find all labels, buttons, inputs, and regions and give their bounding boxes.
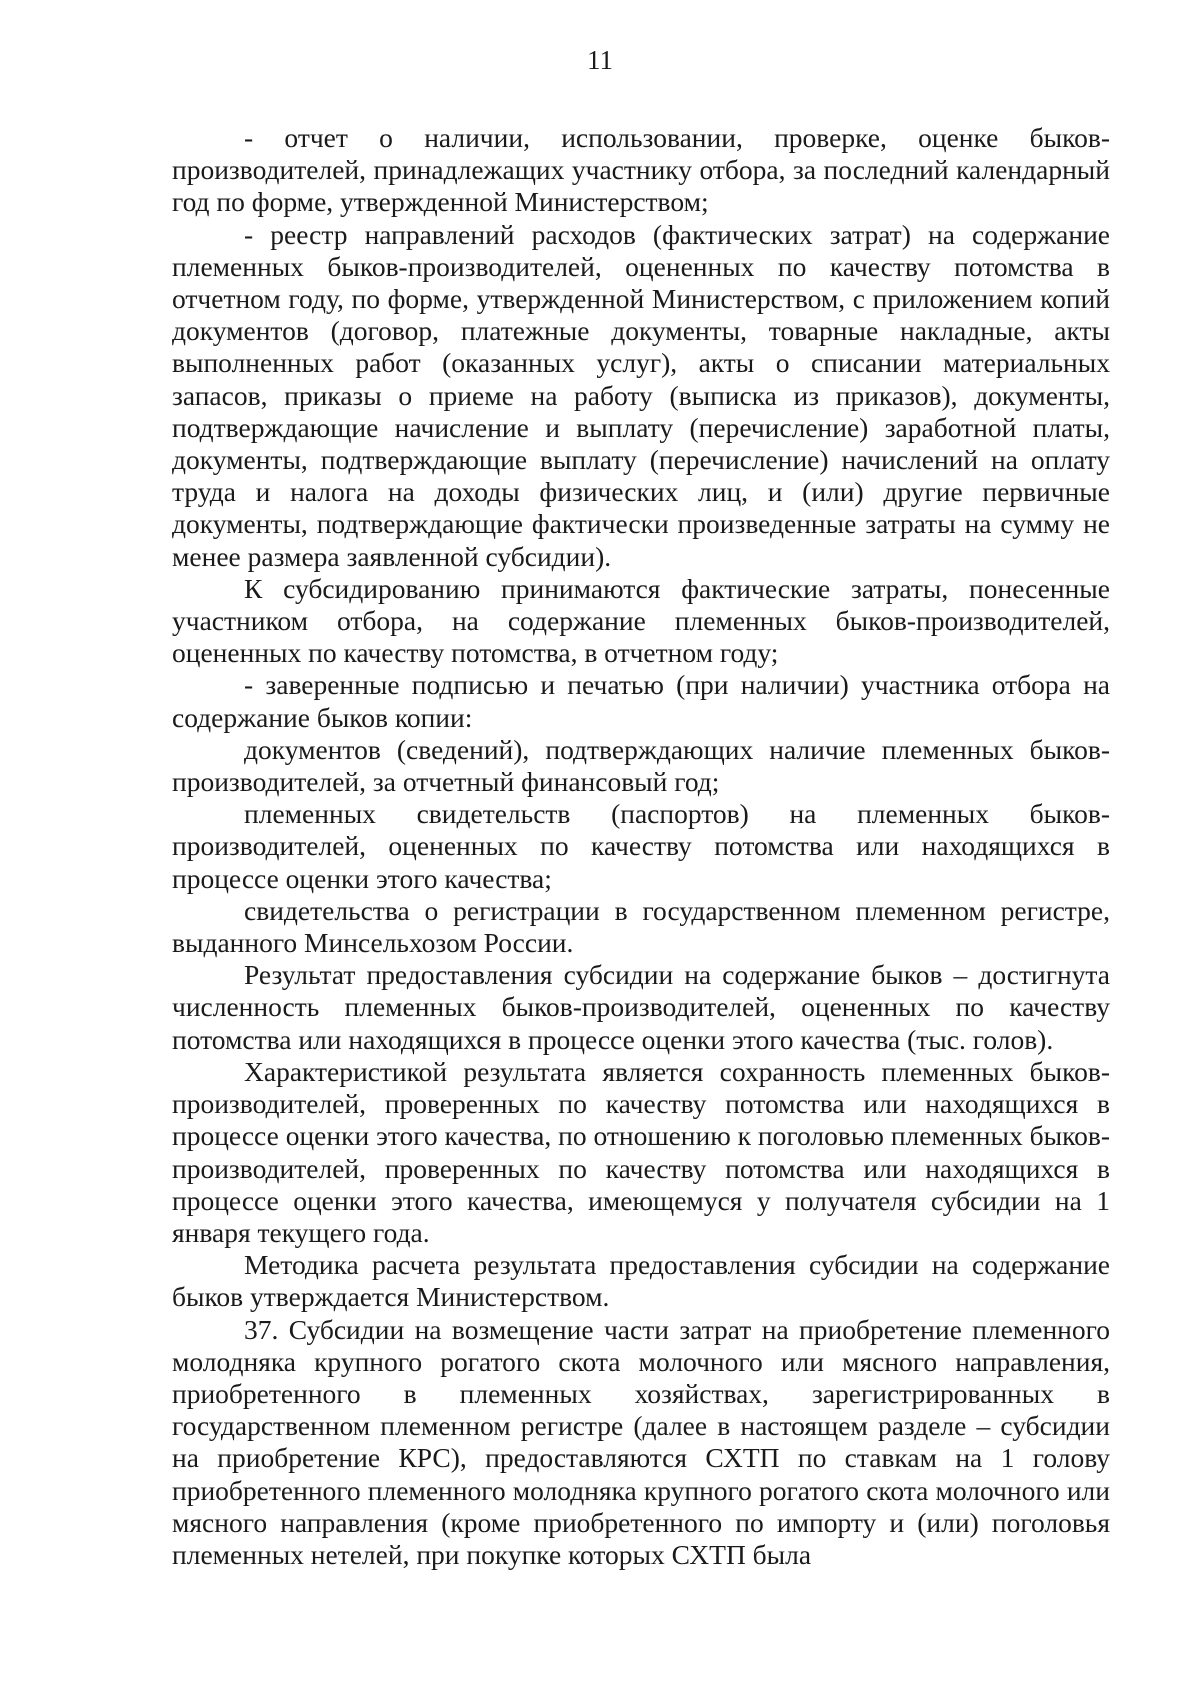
paragraph-section-37: 37. Субсидии на возмещение части затрат на приобретение племенного молодняка крупного рогатого скота молочного или мясного направления, приобретенного в племенных хозяйствах, зарегистрированных в государственном племенном регистре (далее в настоящем разделе – субсидии на приобретение КРС), предоставляются СХТП по ставкам на 1 голову приобретенного племенного молодняка крупного рогатого скота молочного или мясного направления (кроме приобретенного по импорту и (или) поголовья племенных нетелей, при покупке которых СХТП была	[172, 1313, 1110, 1570]
paragraph-report-bulls: - отчет о наличии, использовании, проверке, оценке быков-производителей, принадлежащих участнику отбора, за последний календарный год по форме, утвержденной Министерством;	[172, 122, 1110, 218]
paragraph-expense-registry: - реестр направлений расходов (фактических затрат) на содержание племенных быков-производителей, оцененных по качеству потомства в отчетном году, по форме, утвержденной Министерством, с приложением копий документов (договор, платежные документы, товарные накладные, акты выполненных работ (оказанных услуг), акты о списании материальных запасов, приказы о приеме на работу (выписка из приказов), документы, подтверждающие начисление и выплату (перечисление) заработной платы, документы, подтверждающие выплату (перечисление) начислений на оплату труда и налога на доходы физических лиц, и (или) другие первичные документы, подтверждающие фактически произведенные затраты на сумму не менее размера заявленной субсидии).	[172, 218, 1110, 572]
paragraph-documents-availability: документов (сведений), подтверждающих наличие племенных быков-производителей, за отчетный финансовый год;	[172, 733, 1110, 798]
paragraph-subsidized-costs: К субсидированию принимаются фактические затраты, понесенные участником отбора, на содержание племенных быков-производителей, оцененных по качеству потомства, в отчетном году;	[172, 572, 1110, 669]
paragraph-certified-copies: - заверенные подписью и печатью (при наличии) участника отбора на содержание быков копии:	[172, 669, 1110, 733]
paragraph-breeding-certificates: племенных свидетельств (паспортов) на племенных быков-производителей, оцененных по качеству потомства или находящихся в процессе оценки этого качества;	[172, 798, 1110, 894]
paragraph-registry-certificate: свидетельства о регистрации в государственном племенном регистре, выданного Минсельхозом России.	[172, 894, 1110, 959]
paragraph-methodology: Методика расчета результата предоставления субсидии на содержание быков утверждается Министерством.	[172, 1249, 1110, 1313]
page-number: 11	[587, 45, 613, 75]
paragraph-subsidy-result: Результат предоставления субсидии на содержание быков – достигнута численность племенных быков-производителей, оцененных по качеству потомства или находящихся в процессе оценки этого качества (тыс. голов).	[172, 959, 1110, 1055]
document-body	[172, 122, 1110, 1571]
paragraph-result-characteristic: Характеристикой результата является сохранность племенных быков-производителей, проверенных по качеству потомства или находящихся в процессе оценки этого качества, по отношению к поголовью племенных быков-производителей, проверенных по качеству потомства или находящихся в процессе оценки этого качества, имеющемуся у получателя субсидии на 1 января текущего года.	[172, 1055, 1110, 1248]
